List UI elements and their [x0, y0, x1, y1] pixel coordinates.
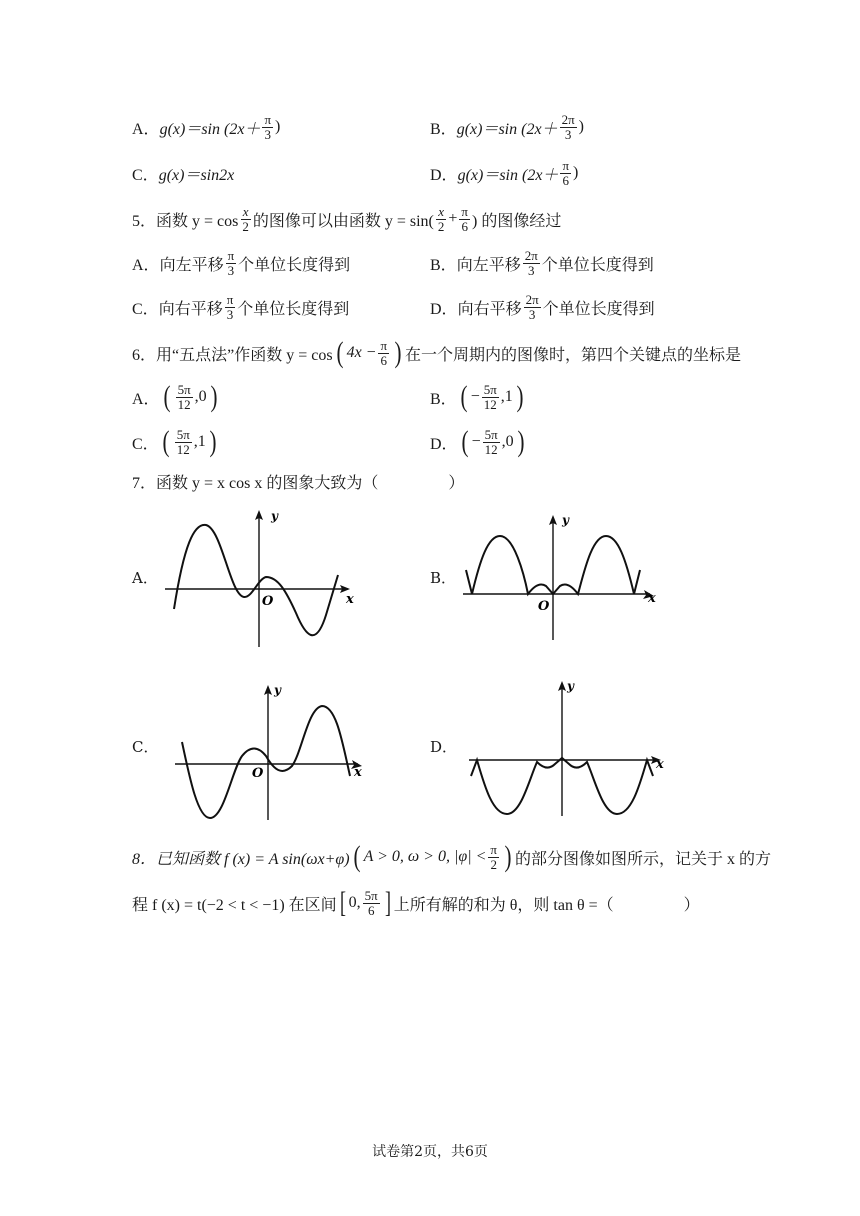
q7-label-c: C．	[132, 737, 159, 756]
svg-text:y: y	[274, 683, 281, 697]
svg-text:O: O	[538, 599, 550, 614]
svg-text:O: O	[262, 594, 274, 609]
q5-option-d: D． 向右平移 $\frac{2\pi}{3}$ 个单位长度得到	[430, 291, 655, 322]
svg-text:y: y	[562, 513, 569, 527]
svg-text:x: x	[346, 592, 354, 607]
q4-option-c: C． g(x)＝sin2x	[132, 166, 235, 184]
q7-stem: 7．函数 y = x cos x 的图象大致为（ ）	[132, 474, 465, 492]
q7-label-d: D．	[430, 737, 458, 756]
svg-text:x: x	[354, 765, 362, 780]
q6-stem: 6．用“五点法”作函数 y = cos ( 4x − $\frac{\pi}{6}$ ) 在一个周期内的图像时，第四个关键点的坐标是	[132, 336, 742, 369]
q5-stem: 5．函数 y = cos $\frac{x}{2}$ 的图像可以由函数 y = sin( $\frac{x}{2}$ + $\frac{\pi}{6}$ ) 的图像经过	[132, 203, 562, 234]
svg-text:y: y	[567, 679, 574, 693]
q8-line-1: 8．已知函数 f (x) = A sin(ωx+φ) ( A > 0, ω > 0, |φ| < $\frac{\pi}{2}$ ) 的部分图像如图所示，记关于 x 的方	[132, 840, 771, 873]
q7-graph-a	[160, 505, 360, 655]
q6-option-a: A． ( $\frac{5\pi}{12}$ ,0 )	[132, 380, 218, 413]
q7-label-b: B．	[430, 568, 457, 587]
q7-graph-c	[170, 680, 370, 825]
svg-text:x: x	[656, 757, 664, 772]
q5-option-b: B． 向左平移 $\frac{2\pi}{3}$ 个单位长度得到	[430, 247, 654, 278]
q8-line-2: 程 f (x) = t(−2 < t < −1) 在区间 [ 0, $\frac{5\pi}{6}$ ] 上所有解的和为 θ，则 tan θ =（ ）	[132, 886, 700, 919]
q4-option-a: A． g(x)＝sin (2x＋ $\frac{\pi}{3}$ )	[132, 111, 281, 142]
page-footer: 试卷第2页，共6页	[372, 1144, 488, 1160]
q6-option-b: B． ( − $\frac{5\pi}{12}$ ,1 )	[430, 380, 524, 413]
q7-label-a: A．	[132, 568, 158, 587]
svg-text:y: y	[271, 509, 278, 523]
q6-option-d: D． ( − $\frac{5\pi}{12}$ ,0 )	[430, 425, 525, 458]
q7-graph-d	[465, 676, 670, 826]
q6-option-c: C． ( $\frac{5\pi}{12}$ ,1 )	[132, 425, 217, 458]
svg-text:O: O	[252, 766, 264, 781]
q4-option-d: D． g(x)＝sin (2x＋ $\frac{\pi}{6}$ )	[430, 157, 579, 188]
q7-graph-b	[458, 510, 668, 650]
svg-text:x: x	[648, 591, 656, 606]
q4-option-b: B． g(x)＝sin (2x＋ $\frac{2\pi}{3}$ )	[430, 111, 584, 142]
q5-option-a: A． 向左平移 $\frac{\pi}{3}$ 个单位长度得到	[132, 247, 351, 278]
q5-option-c: C． 向右平移 $\frac{\pi}{3}$ 个单位长度得到	[132, 291, 350, 322]
